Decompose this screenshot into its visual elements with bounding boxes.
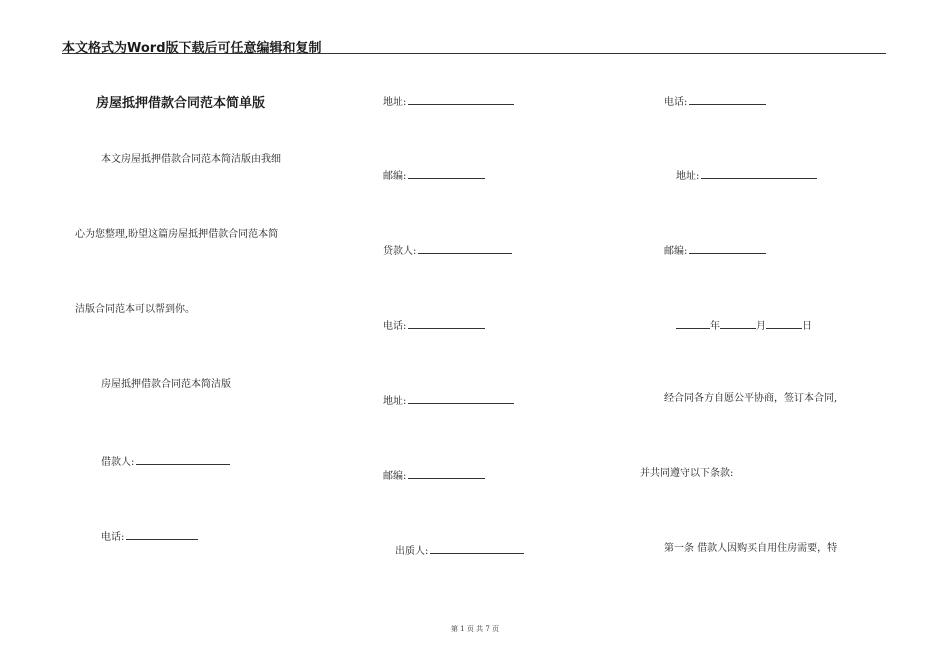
day-label: 日 xyxy=(802,321,812,332)
phone-blank-3 xyxy=(689,93,766,105)
contract-subtitle: 房屋抵押借款合同范本简洁版 xyxy=(101,379,231,390)
lender-phone-blank xyxy=(408,317,485,329)
year-label: 年 xyxy=(710,321,720,332)
lender-phone-field xyxy=(383,317,485,334)
address-field-2 xyxy=(383,392,514,409)
postcode-field-1 xyxy=(383,167,485,184)
address-label-3: 地址: xyxy=(676,171,700,182)
lender-phone-label: 电话: xyxy=(383,321,407,332)
month-label: 月 xyxy=(756,321,766,332)
document-header: 本文格式为Word版下载后可任意编辑和复制 xyxy=(62,41,322,56)
month-blank xyxy=(720,317,756,329)
borrower-field xyxy=(101,453,230,470)
address-label-1: 地址: xyxy=(383,97,407,108)
pledgor-field xyxy=(395,542,524,559)
address-blank-1 xyxy=(408,93,514,105)
lender-label: 贷款人: xyxy=(383,246,417,257)
document-title: 房屋抵押借款合同范本简单版 xyxy=(96,96,266,111)
postcode-blank-1 xyxy=(408,167,485,179)
postcode-label-1: 邮编: xyxy=(383,171,407,182)
pledgor-label: 出质人: xyxy=(395,546,429,557)
year-blank xyxy=(676,317,710,329)
address-label-2: 地址: xyxy=(383,396,407,407)
phone-label-3: 电话: xyxy=(664,97,688,108)
borrower-phone-field xyxy=(101,528,198,545)
intro-line-2: 心为您整理,盼望这篇房屋抵押借款合同范本简 xyxy=(75,229,279,240)
address-field-1 xyxy=(383,93,514,110)
page-number: 第 1 页 共 7 页 xyxy=(450,625,500,633)
postcode-field-2 xyxy=(383,467,485,484)
postcode-label-2: 邮编: xyxy=(383,471,407,482)
postcode-label-3: 邮编: xyxy=(664,246,688,257)
borrower-phone-label: 电话: xyxy=(101,532,125,543)
address-blank-2 xyxy=(408,392,514,404)
borrower-blank xyxy=(136,453,230,465)
lender-blank xyxy=(418,242,512,254)
address-blank-3 xyxy=(701,167,817,179)
clause-line-2: 并共同遵守以下条款: xyxy=(640,468,734,479)
pledgor-blank xyxy=(430,542,524,554)
day-blank xyxy=(766,317,802,329)
clause-line-1: 经合同各方自愿公平协商，签订本合同, xyxy=(664,393,838,404)
address-field-3 xyxy=(676,167,817,184)
borrower-label: 借款人: xyxy=(101,457,135,468)
header-divider xyxy=(62,53,886,54)
phone-field-3 xyxy=(664,93,766,110)
intro-line-3: 洁版合同范本可以帮到你。 xyxy=(75,304,195,315)
date-field xyxy=(676,317,812,334)
borrower-phone-blank xyxy=(126,528,198,540)
postcode-blank-2 xyxy=(408,467,485,479)
postcode-field-3 xyxy=(664,242,766,259)
article-1-line: 第一条 借款人因购买自用住房需要，特 xyxy=(664,543,838,554)
intro-line-1: 本文房屋抵押借款合同范本简洁版由我细 xyxy=(101,154,281,165)
postcode-blank-3 xyxy=(689,242,766,254)
lender-field xyxy=(383,242,512,259)
